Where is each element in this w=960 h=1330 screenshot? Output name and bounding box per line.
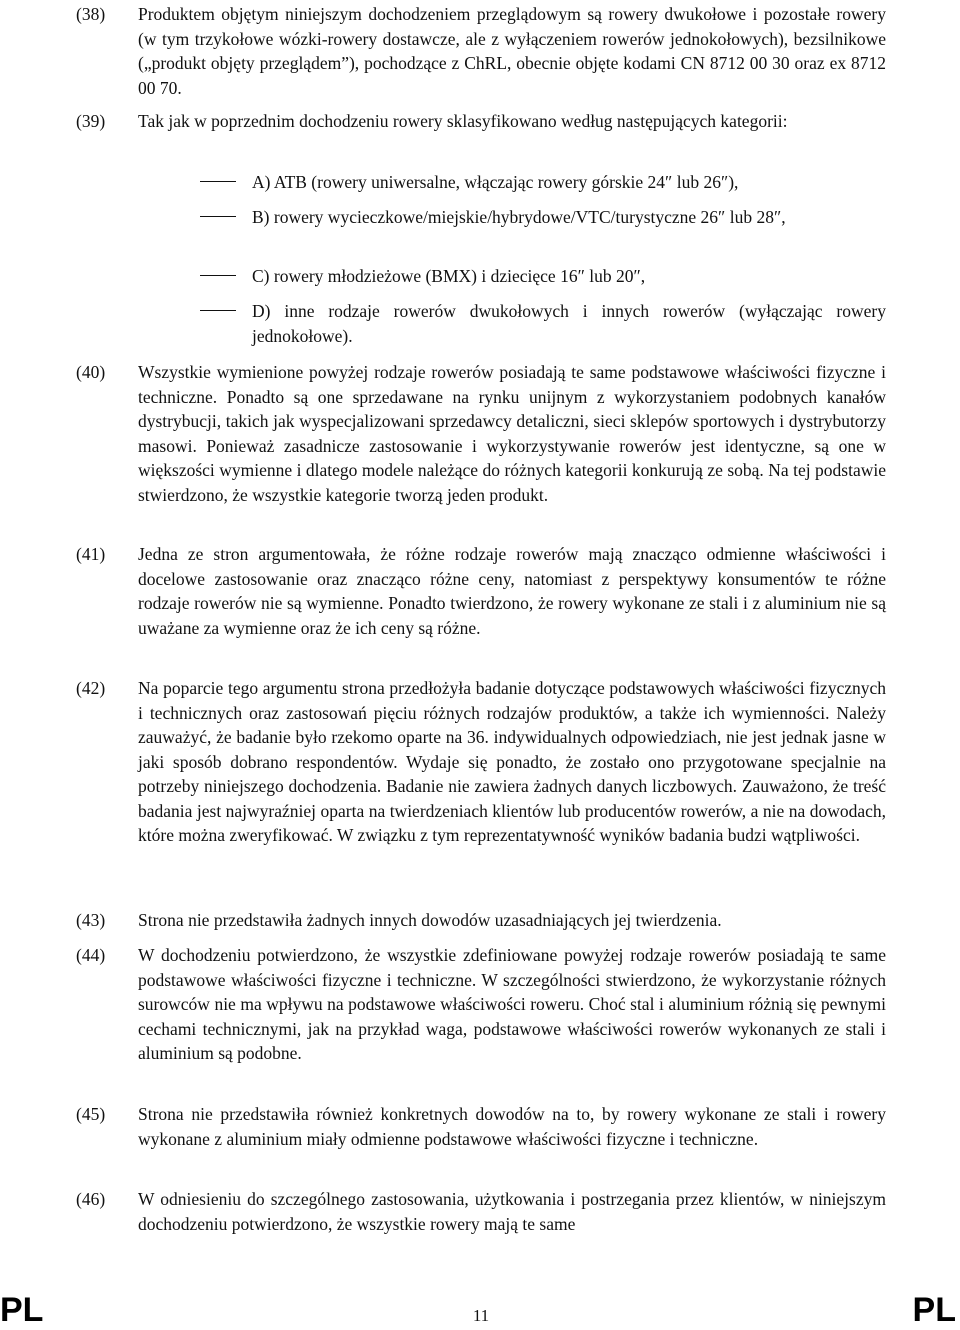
paragraph-number: (44) — [76, 945, 106, 965]
paragraph-number: (46) — [76, 1189, 106, 1209]
paragraph-text: Jedna ze stron argumentowała, że różne rodzaje rowerów mają znacząco odmienne właściwości i docelowe zastosowanie oraz znacząco różne ceny, natomiast z perspektywy konsumentów te różne rodzaje rowerów nie są wymienne. Ponadto twierdzono, że rowery wykonane ze stali i z aluminium nie są uważane za wymienne oraz że ich ceny są różne. — [138, 544, 886, 638]
list-item-text: C) rowery młodzieżowe (BMX) i dziecięce 16″ lub 20″, — [252, 266, 646, 286]
paragraph-text: Wszystkie wymienione powyżej rodzaje rowerów posiadają te same podstawowe właściwości fizyczne i techniczne. Ponadto są one sprzedawane na rynku unijnym z wykorzystaniem podobnych kanałów dystrybucji, takich jak wyspecjalizowani sprzedawcy detaliczni, sieci sklepów sportowych i dystrybutorzy masowi. Ponieważ zasadnicze zastosowanie i wykorzystywanie rowerów jest identyczne, są one w większości wymienne i dlatego modele należące do różnych kategorii konkurują ze sobą. Na tej podstawie stwierdzono, że wszystkie kategorie tworzą jeden produkt. — [138, 362, 886, 505]
paragraph-number: (42) — [76, 678, 106, 698]
dash-marker — [200, 310, 236, 311]
language-code-left: PL — [0, 1291, 44, 1329]
paragraph-number: (41) — [76, 544, 106, 564]
paragraph-45 — [76, 1102, 886, 1151]
list-item — [252, 205, 886, 230]
dash-marker — [200, 216, 236, 217]
paragraph-text: W odniesieniu do szczególnego zastosowania, użytkowania i postrzegania przez klientów, w niniejszym dochodzeniu potwierdzono, że wszystkie rowery mają te same — [138, 1189, 886, 1234]
page-number: 11 — [472, 1306, 490, 1325]
list-item-text: D) inne rodzaje rowerów dwukołowych i innych rowerów (wyłączając rowery jednokołowe). — [252, 301, 886, 346]
paragraph-text: W dochodzeniu potwierdzono, że wszystkie zdefiniowane powyżej rodzaje rowerów posiadają te same podstawowe właściwości fizyczne i techniczne. W szczególności stwierdzono, że wykorzystanie różnych surowców nie ma wpływu na podstawowe właściwości roweru. Choć stal i aluminium różnią się pewnymi cechami technicznymi, jak na przykład waga, podstawowe właściwości rowerów wykonanych ze stali i aluminium są podobne. — [138, 945, 886, 1063]
list-item — [252, 264, 886, 289]
list-item — [252, 170, 886, 195]
paragraph-40 — [76, 360, 886, 507]
paragraph-text: Strona nie przedstawiła również konkretnych dowodów na to, by rowery wykonane ze stali i rowery wykonane z aluminium miały odmienne podstawowe właściwości fizyczne i techniczne. — [138, 1104, 886, 1149]
paragraph-text: Produktem objętym niniejszym dochodzeniem przeglądowym są rowery dwukołowe i pozostałe rowery (w tym trzykołowe wózki-rowery dostawcze, ale z wyłączeniem rowerów jednokołowych), bezsilnikowe („produkt objęty przeglądem”), pochodzące z ChRL, obecnie objęte kodami CN 8712 00 30 oraz ex 8712 00 70. — [138, 4, 886, 98]
paragraph-42 — [76, 676, 886, 848]
dash-marker — [200, 181, 236, 182]
dash-marker — [200, 275, 236, 276]
language-code-right: PL — [912, 1291, 956, 1329]
paragraph-41 — [76, 542, 886, 640]
paragraph-number: (45) — [76, 1104, 106, 1124]
paragraph-43 — [76, 908, 886, 933]
paragraph-text: Tak jak w poprzednim dochodzeniu rowery sklasyfikowano według następujących kategorii: — [138, 111, 788, 131]
paragraph-number: (40) — [76, 362, 106, 382]
paragraph-number: (38) — [76, 4, 106, 24]
list-item-text: A) ATB (rowery uniwersalne, włączając rowery górskie 24″ lub 26″), — [252, 172, 739, 192]
paragraph-number: (39) — [76, 111, 106, 131]
paragraph-number: (43) — [76, 910, 106, 930]
paragraph-text: Strona nie przedstawiła żadnych innych dowodów uzasadniających jej twierdzenia. — [138, 910, 722, 930]
list-item — [252, 299, 886, 348]
paragraph-39 — [76, 109, 886, 134]
paragraph-38 — [76, 2, 886, 100]
paragraph-46 — [76, 1187, 886, 1236]
list-item-text: B) rowery wycieczkowe/miejskie/hybrydowe/VTC/turystyczne 26″ lub 28″, — [252, 207, 786, 227]
paragraph-text: Na poparcie tego argumentu strona przedłożyła badanie dotyczące podstawowych właściwości fizycznych i technicznych oraz zastosowań pięciu różnych rodzajów produktów, a także ich wymienności. Należy zauważyć, że badanie było rzekomo oparte na 36. indywidualnych odpowiedziach, nie jest jednak jasne w jaki sposób dobrano respondentów. Wydaje się ponadto, że zostało ono przygotowane specjalnie na potrzeby niniejszego dochodzenia. Badanie nie zawiera żadnych danych liczbowych. Zauważono, że treść badania jest najwyraźniej oparta na twierdzeniach klientów lub producentów rowerów, a nie na dowodach, które można zweryfikować. W związku z tym reprezentatywność wyników badania budzi wątpliwości. — [138, 678, 886, 845]
paragraph-44 — [76, 943, 886, 1066]
